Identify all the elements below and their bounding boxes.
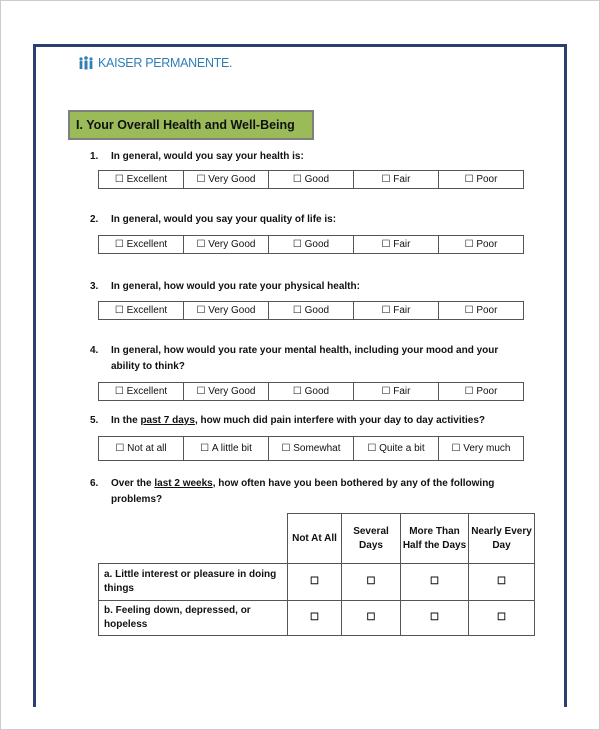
option-label: Good bbox=[304, 239, 330, 250]
checkbox[interactable]: ☐ bbox=[342, 601, 401, 636]
question-3 bbox=[90, 279, 520, 295]
checkbox[interactable]: ☐ bbox=[196, 386, 206, 397]
option-label: Excellent bbox=[126, 174, 168, 185]
option-good[interactable] bbox=[269, 236, 354, 253]
option-excellent[interactable] bbox=[99, 302, 184, 319]
checkbox[interactable]: ☐ bbox=[401, 564, 469, 601]
kaiser-logo bbox=[78, 56, 232, 70]
option-label: Fair bbox=[393, 174, 411, 185]
option-label: Very much bbox=[463, 443, 511, 454]
option-label: Excellent bbox=[126, 239, 168, 250]
col-header: Several Days bbox=[342, 514, 401, 564]
checkbox[interactable]: ☐ bbox=[401, 601, 469, 636]
checkbox[interactable]: ☐ bbox=[288, 564, 342, 601]
option-good[interactable] bbox=[269, 171, 354, 188]
option-excellent[interactable] bbox=[99, 236, 184, 253]
checkbox[interactable]: ☐ bbox=[464, 305, 474, 316]
question-number: 2. bbox=[90, 214, 99, 225]
option-somewhat[interactable] bbox=[269, 437, 354, 460]
checkbox[interactable]: ☐ bbox=[196, 239, 206, 250]
section-heading: I. Your Overall Health and Well-Being bbox=[68, 110, 314, 140]
col-header: Nearly Every Day bbox=[469, 514, 535, 564]
question-text: In general, how would you rate your physical health: bbox=[111, 281, 360, 292]
checkbox[interactable]: ☐ bbox=[292, 386, 302, 397]
table-row bbox=[99, 601, 535, 636]
checkbox[interactable]: ☐ bbox=[469, 601, 535, 636]
option-good[interactable] bbox=[269, 383, 354, 400]
checkbox[interactable]: ☐ bbox=[292, 174, 302, 185]
option-label: Poor bbox=[476, 305, 498, 316]
option-label: Quite a bit bbox=[379, 443, 425, 454]
question-text: In general, would you say your health is: bbox=[111, 151, 304, 162]
option-label: Fair bbox=[393, 305, 411, 316]
options-row bbox=[98, 170, 524, 189]
option-label: Somewhat bbox=[293, 443, 341, 454]
option-label: A little bit bbox=[211, 443, 252, 454]
option-label: Excellent bbox=[126, 305, 168, 316]
option-poor[interactable] bbox=[439, 302, 523, 319]
blank-header bbox=[99, 514, 288, 564]
checkbox[interactable]: ☐ bbox=[464, 174, 474, 185]
option-label: Poor bbox=[476, 239, 498, 250]
checkbox[interactable]: ☐ bbox=[281, 443, 291, 454]
question-2 bbox=[90, 212, 520, 228]
option-fair[interactable] bbox=[354, 236, 439, 253]
question-number: 1. bbox=[90, 151, 99, 162]
checkbox[interactable]: ☐ bbox=[469, 564, 535, 601]
question-text: In the past 7 days, how much did pain interfere with your day to day activities? bbox=[111, 415, 485, 426]
option-quite-a-bit[interactable] bbox=[354, 437, 439, 460]
option-label: Fair bbox=[393, 386, 411, 397]
checkbox[interactable]: ☐ bbox=[381, 174, 391, 185]
option-fair[interactable] bbox=[354, 171, 439, 188]
option-label: Excellent bbox=[126, 386, 168, 397]
option-fair[interactable] bbox=[354, 383, 439, 400]
option-very-good[interactable] bbox=[184, 171, 269, 188]
checkbox[interactable]: ☐ bbox=[196, 174, 206, 185]
option-a-little-bit[interactable] bbox=[184, 437, 269, 460]
checkbox[interactable]: ☐ bbox=[292, 239, 302, 250]
option-poor[interactable] bbox=[439, 383, 523, 400]
question-5 bbox=[90, 413, 520, 429]
question-number: 3. bbox=[90, 281, 99, 292]
option-not-at-all[interactable] bbox=[99, 437, 184, 460]
col-header: More Than Half the Days bbox=[401, 514, 469, 564]
option-label: Good bbox=[304, 386, 330, 397]
checkbox[interactable]: ☐ bbox=[451, 443, 461, 454]
checkbox[interactable]: ☐ bbox=[367, 443, 377, 454]
options-row bbox=[98, 382, 524, 401]
question-number: 5. bbox=[90, 415, 99, 426]
question-number: 6. bbox=[90, 478, 99, 489]
question-4 bbox=[90, 343, 520, 375]
options-row bbox=[98, 235, 524, 254]
checkbox[interactable]: ☐ bbox=[115, 443, 125, 454]
question-1 bbox=[90, 149, 520, 165]
option-excellent[interactable] bbox=[99, 171, 184, 188]
option-very-good[interactable] bbox=[184, 302, 269, 319]
table-row bbox=[99, 564, 535, 601]
option-label: Very Good bbox=[208, 305, 256, 316]
option-label: Not at all bbox=[127, 443, 167, 454]
checkbox[interactable]: ☐ bbox=[114, 239, 124, 250]
options-row bbox=[98, 301, 524, 320]
checkbox[interactable]: ☐ bbox=[292, 305, 302, 316]
frequency-table bbox=[98, 513, 535, 636]
option-label: Fair bbox=[393, 239, 411, 250]
checkbox[interactable]: ☐ bbox=[381, 305, 391, 316]
logo-text: KAISER PERMANENTE. bbox=[98, 56, 233, 70]
question-text: Over the last 2 weeks, how often have you been bothered by any of the following problems? bbox=[111, 478, 495, 505]
checkbox[interactable]: ☐ bbox=[200, 443, 210, 454]
checkbox[interactable]: ☐ bbox=[288, 601, 342, 636]
option-label: Very Good bbox=[208, 386, 256, 397]
checkbox[interactable]: ☐ bbox=[381, 386, 391, 397]
question-text: In general, how would you rate your mental health, including your mood and your ability to think? bbox=[111, 345, 499, 372]
checkbox[interactable]: ☐ bbox=[114, 174, 124, 185]
option-label: Good bbox=[304, 305, 330, 316]
checkbox[interactable]: ☐ bbox=[342, 564, 401, 601]
row-label: b. Feeling down, depressed, or hopeless bbox=[99, 601, 288, 636]
option-very-good[interactable] bbox=[184, 236, 269, 253]
option-label: Very Good bbox=[208, 174, 256, 185]
checkbox[interactable]: ☐ bbox=[464, 386, 474, 397]
option-label: Poor bbox=[476, 174, 498, 185]
option-very-good[interactable] bbox=[184, 383, 269, 400]
option-label: Poor bbox=[476, 386, 498, 397]
checkbox[interactable]: ☐ bbox=[114, 305, 124, 316]
option-label: Very Good bbox=[208, 239, 256, 250]
question-6 bbox=[90, 476, 520, 508]
option-good[interactable] bbox=[269, 302, 354, 319]
col-header: Not At All bbox=[288, 514, 342, 564]
checkbox[interactable]: ☐ bbox=[196, 305, 206, 316]
checkbox[interactable]: ☐ bbox=[381, 239, 391, 250]
question-number: 4. bbox=[90, 345, 99, 356]
checkbox[interactable]: ☐ bbox=[114, 386, 124, 397]
option-fair[interactable] bbox=[354, 302, 439, 319]
question-text: In general, would you say your quality of life is: bbox=[111, 214, 337, 225]
row-label: a. Little interest or pleasure in doing things bbox=[99, 564, 288, 601]
option-excellent[interactable] bbox=[99, 383, 184, 400]
option-very-much[interactable] bbox=[439, 437, 523, 460]
option-label: Good bbox=[304, 174, 330, 185]
options-row bbox=[98, 436, 524, 461]
checkbox[interactable]: ☐ bbox=[464, 239, 474, 250]
option-poor[interactable] bbox=[439, 236, 523, 253]
option-poor[interactable] bbox=[439, 171, 523, 188]
people-logo-icon bbox=[78, 56, 94, 70]
